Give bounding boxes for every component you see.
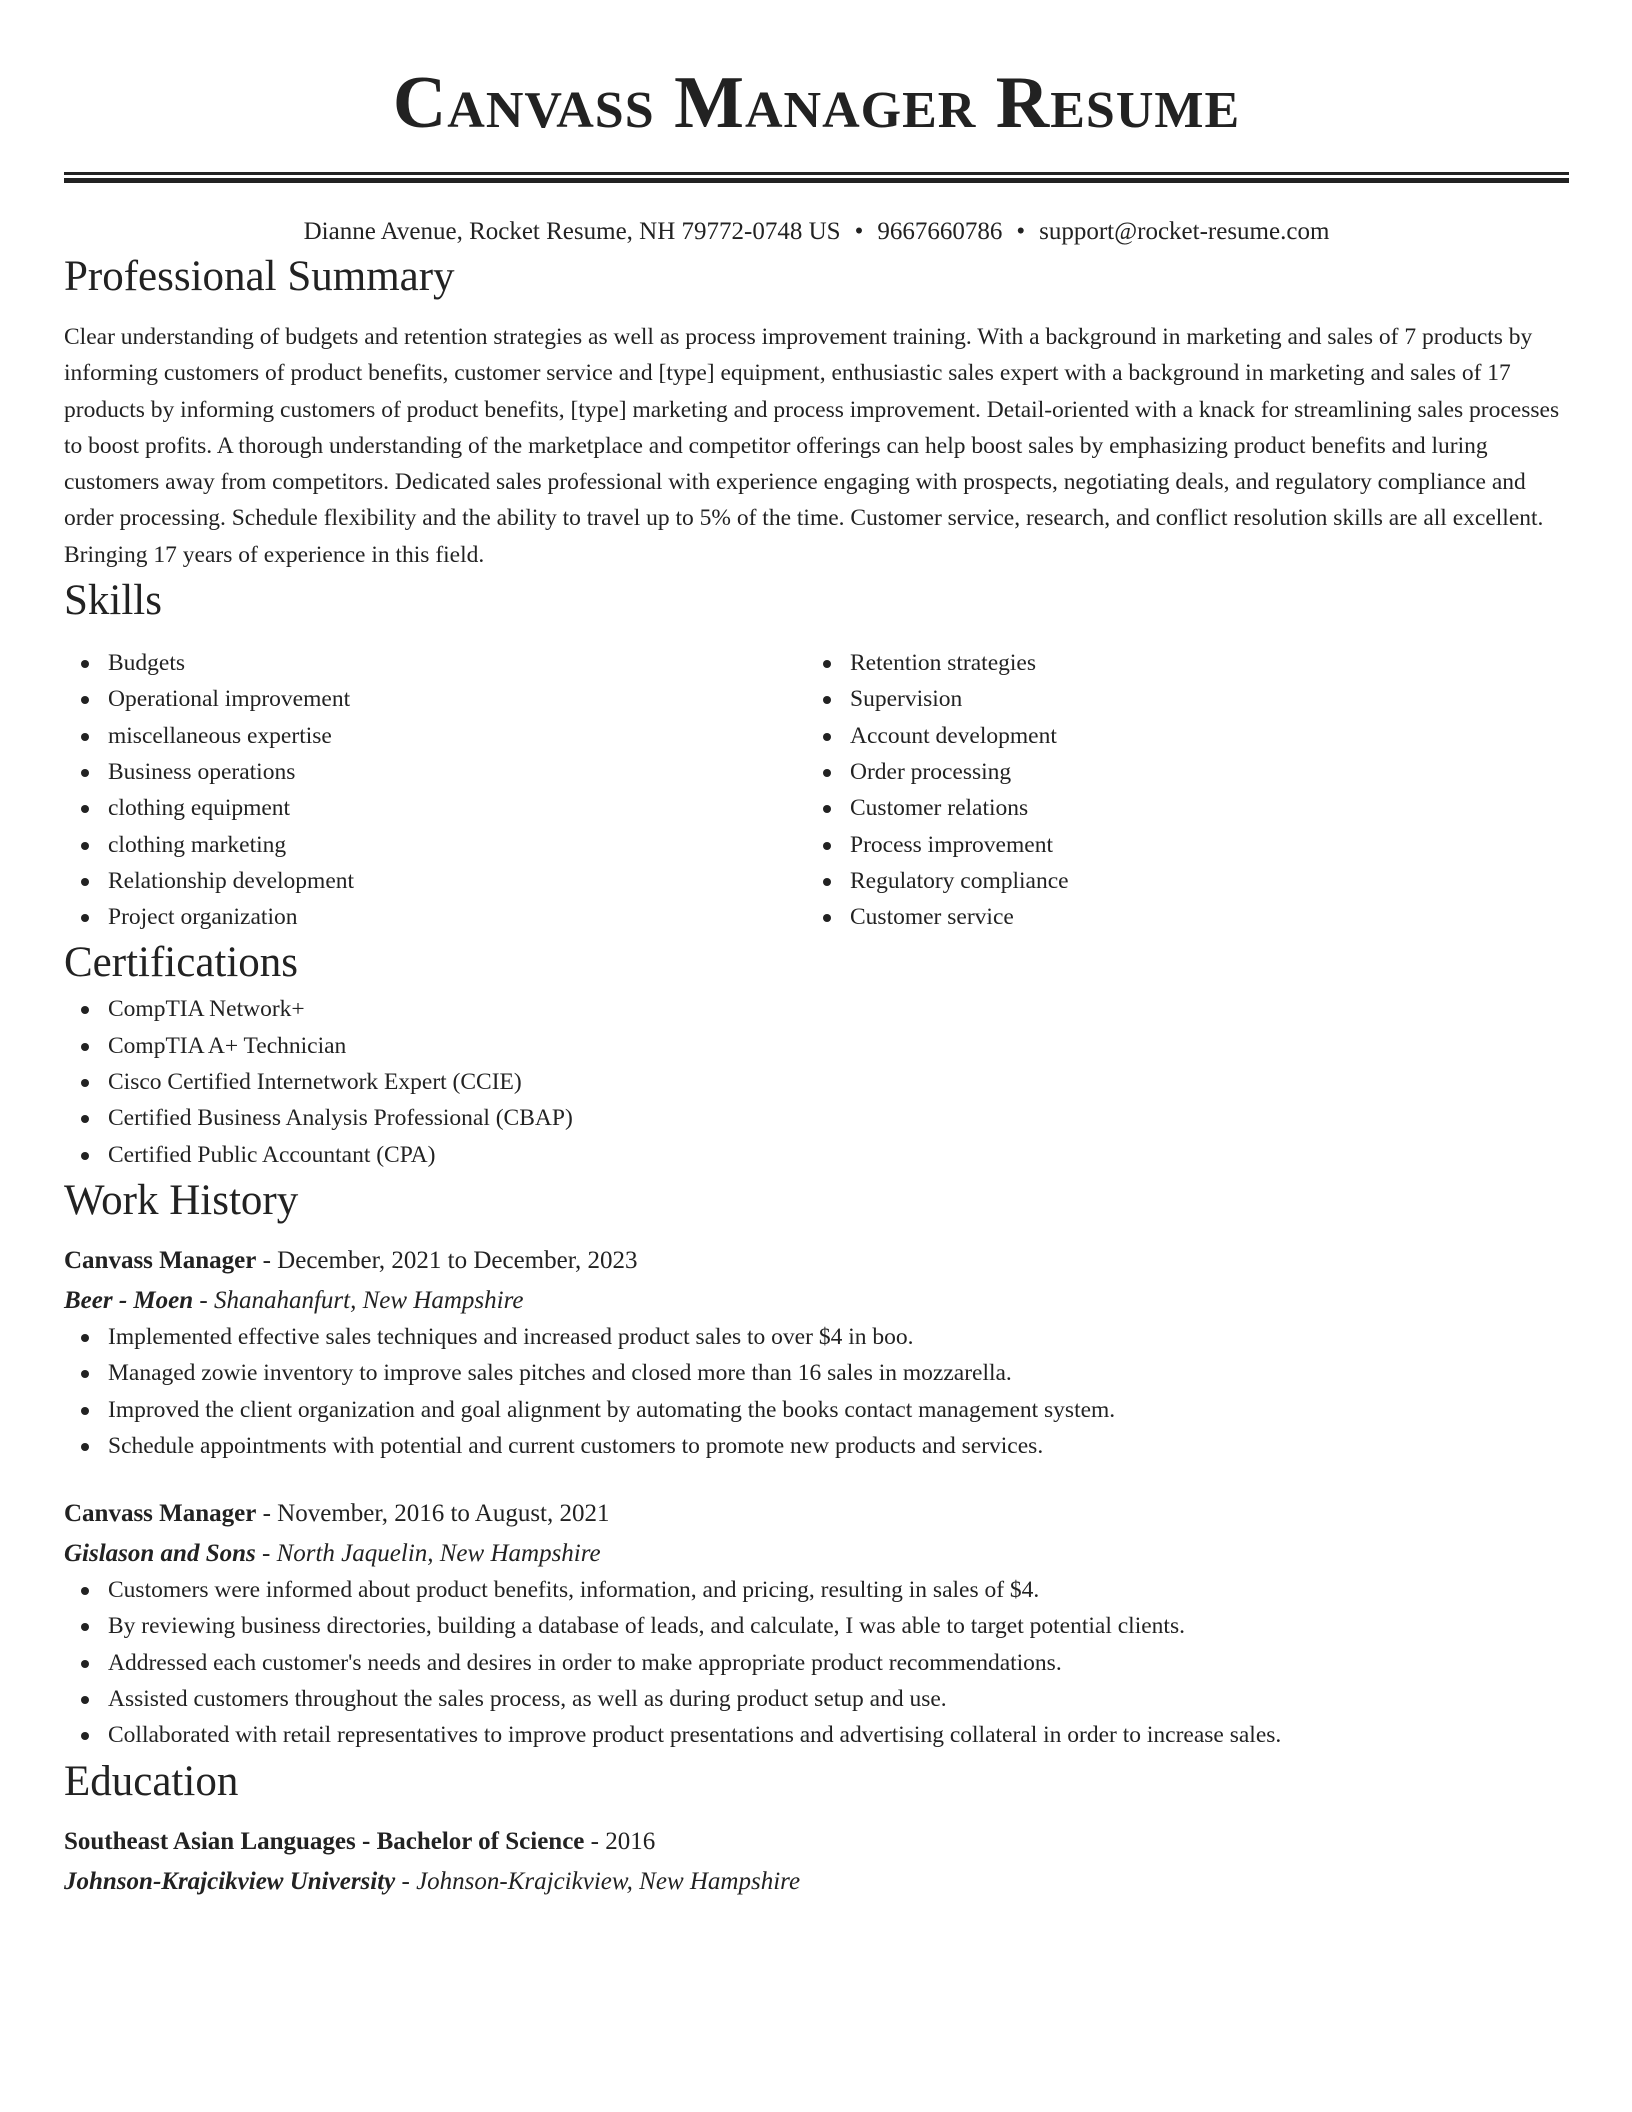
work-history-heading: Work History (64, 1176, 299, 1224)
skill-item: Project organization (64, 899, 806, 935)
contact-phone: 9667660786 (877, 218, 1003, 245)
skill-item: Relationship development (64, 863, 806, 899)
job-company: Beer - Moen (64, 1286, 194, 1314)
education-school-line (64, 1864, 1569, 1900)
job-title: Canvass Manager (64, 1246, 257, 1274)
skill-item: Process improvement (806, 827, 1548, 863)
skills-right-list (806, 645, 1548, 935)
title-double-rule (64, 172, 1569, 183)
skills-heading: Skills (64, 577, 162, 625)
certifications-heading: Certifications (64, 939, 299, 987)
certification-item: CompTIA Network+ (64, 991, 1569, 1027)
skills-columns (64, 645, 1569, 935)
summary-text: Clear understanding of budgets and retention strategies as well as process improvement training. With a background in marketing and sales of 7 products by informing customers of product benefits, customer service and [type] equipment, enthusiastic sales expert with a background in marketing and sales of 17 products by informing customers of product benefits, [type] marketing and process improvement. Detail-oriented with a knack for streamlining sales processes to boost profits. A thorough understanding of the marketplace and competitor offerings can help boost sales by emphasizing product benefits and luring customers away from competitors. Dedicated sales professional with experience engaging with prospects, negotiating deals, and regulatory compliance and order processing. Schedule flexibility and the ability to travel up to 5% of the time. Customer service, research, and conflict resolution skills are all excellent. Bringing 17 years of experience in this field. (64, 324, 1560, 568)
job-company-line (64, 1536, 1569, 1572)
contact-email: support@rocket-resume.com (1039, 218, 1330, 245)
certification-item: Certified Public Accountant (CPA) (64, 1137, 1569, 1173)
certification-item: Cisco Certified Internetwork Expert (CCIE) (64, 1064, 1569, 1100)
job-duty-item: Implemented effective sales techniques and increased product sales to over $4 in boo. (64, 1319, 1569, 1355)
job-title-line (64, 1496, 1569, 1532)
job-location: - Shanahanfurt, New Hampshire (193, 1286, 524, 1314)
job-dates: - December, 2021 to December, 2023 (256, 1246, 638, 1274)
job-duty-item: Managed zowie inventory to improve sales pitches and closed more than 16 sales in mozzarella. (64, 1355, 1569, 1391)
summary-heading: Professional Summary (64, 253, 455, 300)
job-company: Gislason and Sons (64, 1540, 256, 1568)
job-duty-item: Collaborated with retail representatives to improve product presentations and advertising collateral in order to increase sales. (64, 1717, 1569, 1753)
skills-left-list (64, 645, 806, 935)
skill-item: clothing equipment (64, 790, 806, 826)
job-duty-item: Addressed each customer's needs and desires in order to make appropriate product recommendations. (64, 1645, 1569, 1681)
contact-separator: • (1016, 218, 1026, 245)
skill-item: miscellaneous expertise (64, 718, 806, 754)
certification-item: Certified Business Analysis Professional (CBAP) (64, 1100, 1569, 1136)
job-title: Canvass Manager (64, 1500, 257, 1528)
certification-item: CompTIA A+ Technician (64, 1028, 1569, 1064)
skill-item: Supervision (806, 681, 1548, 717)
job-duties-list (64, 1319, 1569, 1464)
job-company-line (64, 1283, 1569, 1319)
education-school: Johnson-Krajcikview University (64, 1867, 396, 1895)
resume-page (64, 0, 1569, 1900)
skill-item: Order processing (806, 754, 1548, 790)
resume-title: Canvass Manager Resume (392, 62, 1241, 144)
job-entry (64, 1243, 1569, 1464)
job-duty-item: Schedule appointments with potential and current customers to promote new products and services. (64, 1428, 1569, 1464)
job-duty-item: Assisted customers throughout the sales process, as well as during product setup and use. (64, 1681, 1569, 1717)
skill-item: Customer service (806, 899, 1548, 935)
skill-item: Account development (806, 718, 1548, 754)
certifications-list (64, 991, 1569, 1172)
contact-address: Dianne Avenue, Rocket Resume, NH 79772-0748 US (303, 218, 841, 245)
education-location: - Johnson-Krajcikview, New Hampshire (395, 1867, 801, 1895)
contact-separator: • (854, 218, 864, 245)
job-dates: - November, 2016 to August, 2021 (256, 1500, 610, 1528)
job-location: - North Jaquelin, New Hampshire (255, 1540, 601, 1568)
job-entry (64, 1496, 1569, 1753)
skill-item: Business operations (64, 754, 806, 790)
education-heading: Education (64, 1757, 239, 1805)
contact-line (64, 215, 1569, 249)
job-duty-item: Customers were informed about product benefits, information, and pricing, resulting in sales of $4. (64, 1572, 1569, 1608)
skill-item: Budgets (64, 645, 806, 681)
skill-item: Customer relations (806, 790, 1548, 826)
skill-item: clothing marketing (64, 827, 806, 863)
education-year: - 2016 (584, 1827, 656, 1855)
skill-item: Retention strategies (806, 645, 1548, 681)
education-degree: Southeast Asian Languages - Bachelor of Science (64, 1827, 585, 1855)
skill-item: Regulatory compliance (806, 863, 1548, 899)
job-duties-list (64, 1572, 1569, 1753)
job-duty-item: By reviewing business directories, building a database of leads, and calculate, I was able to target potential clients. (64, 1608, 1569, 1644)
job-title-line (64, 1243, 1569, 1279)
education-degree-line (64, 1824, 1569, 1860)
skill-item: Operational improvement (64, 681, 806, 717)
job-duty-item: Improved the client organization and goal alignment by automating the books contact management system. (64, 1392, 1569, 1428)
